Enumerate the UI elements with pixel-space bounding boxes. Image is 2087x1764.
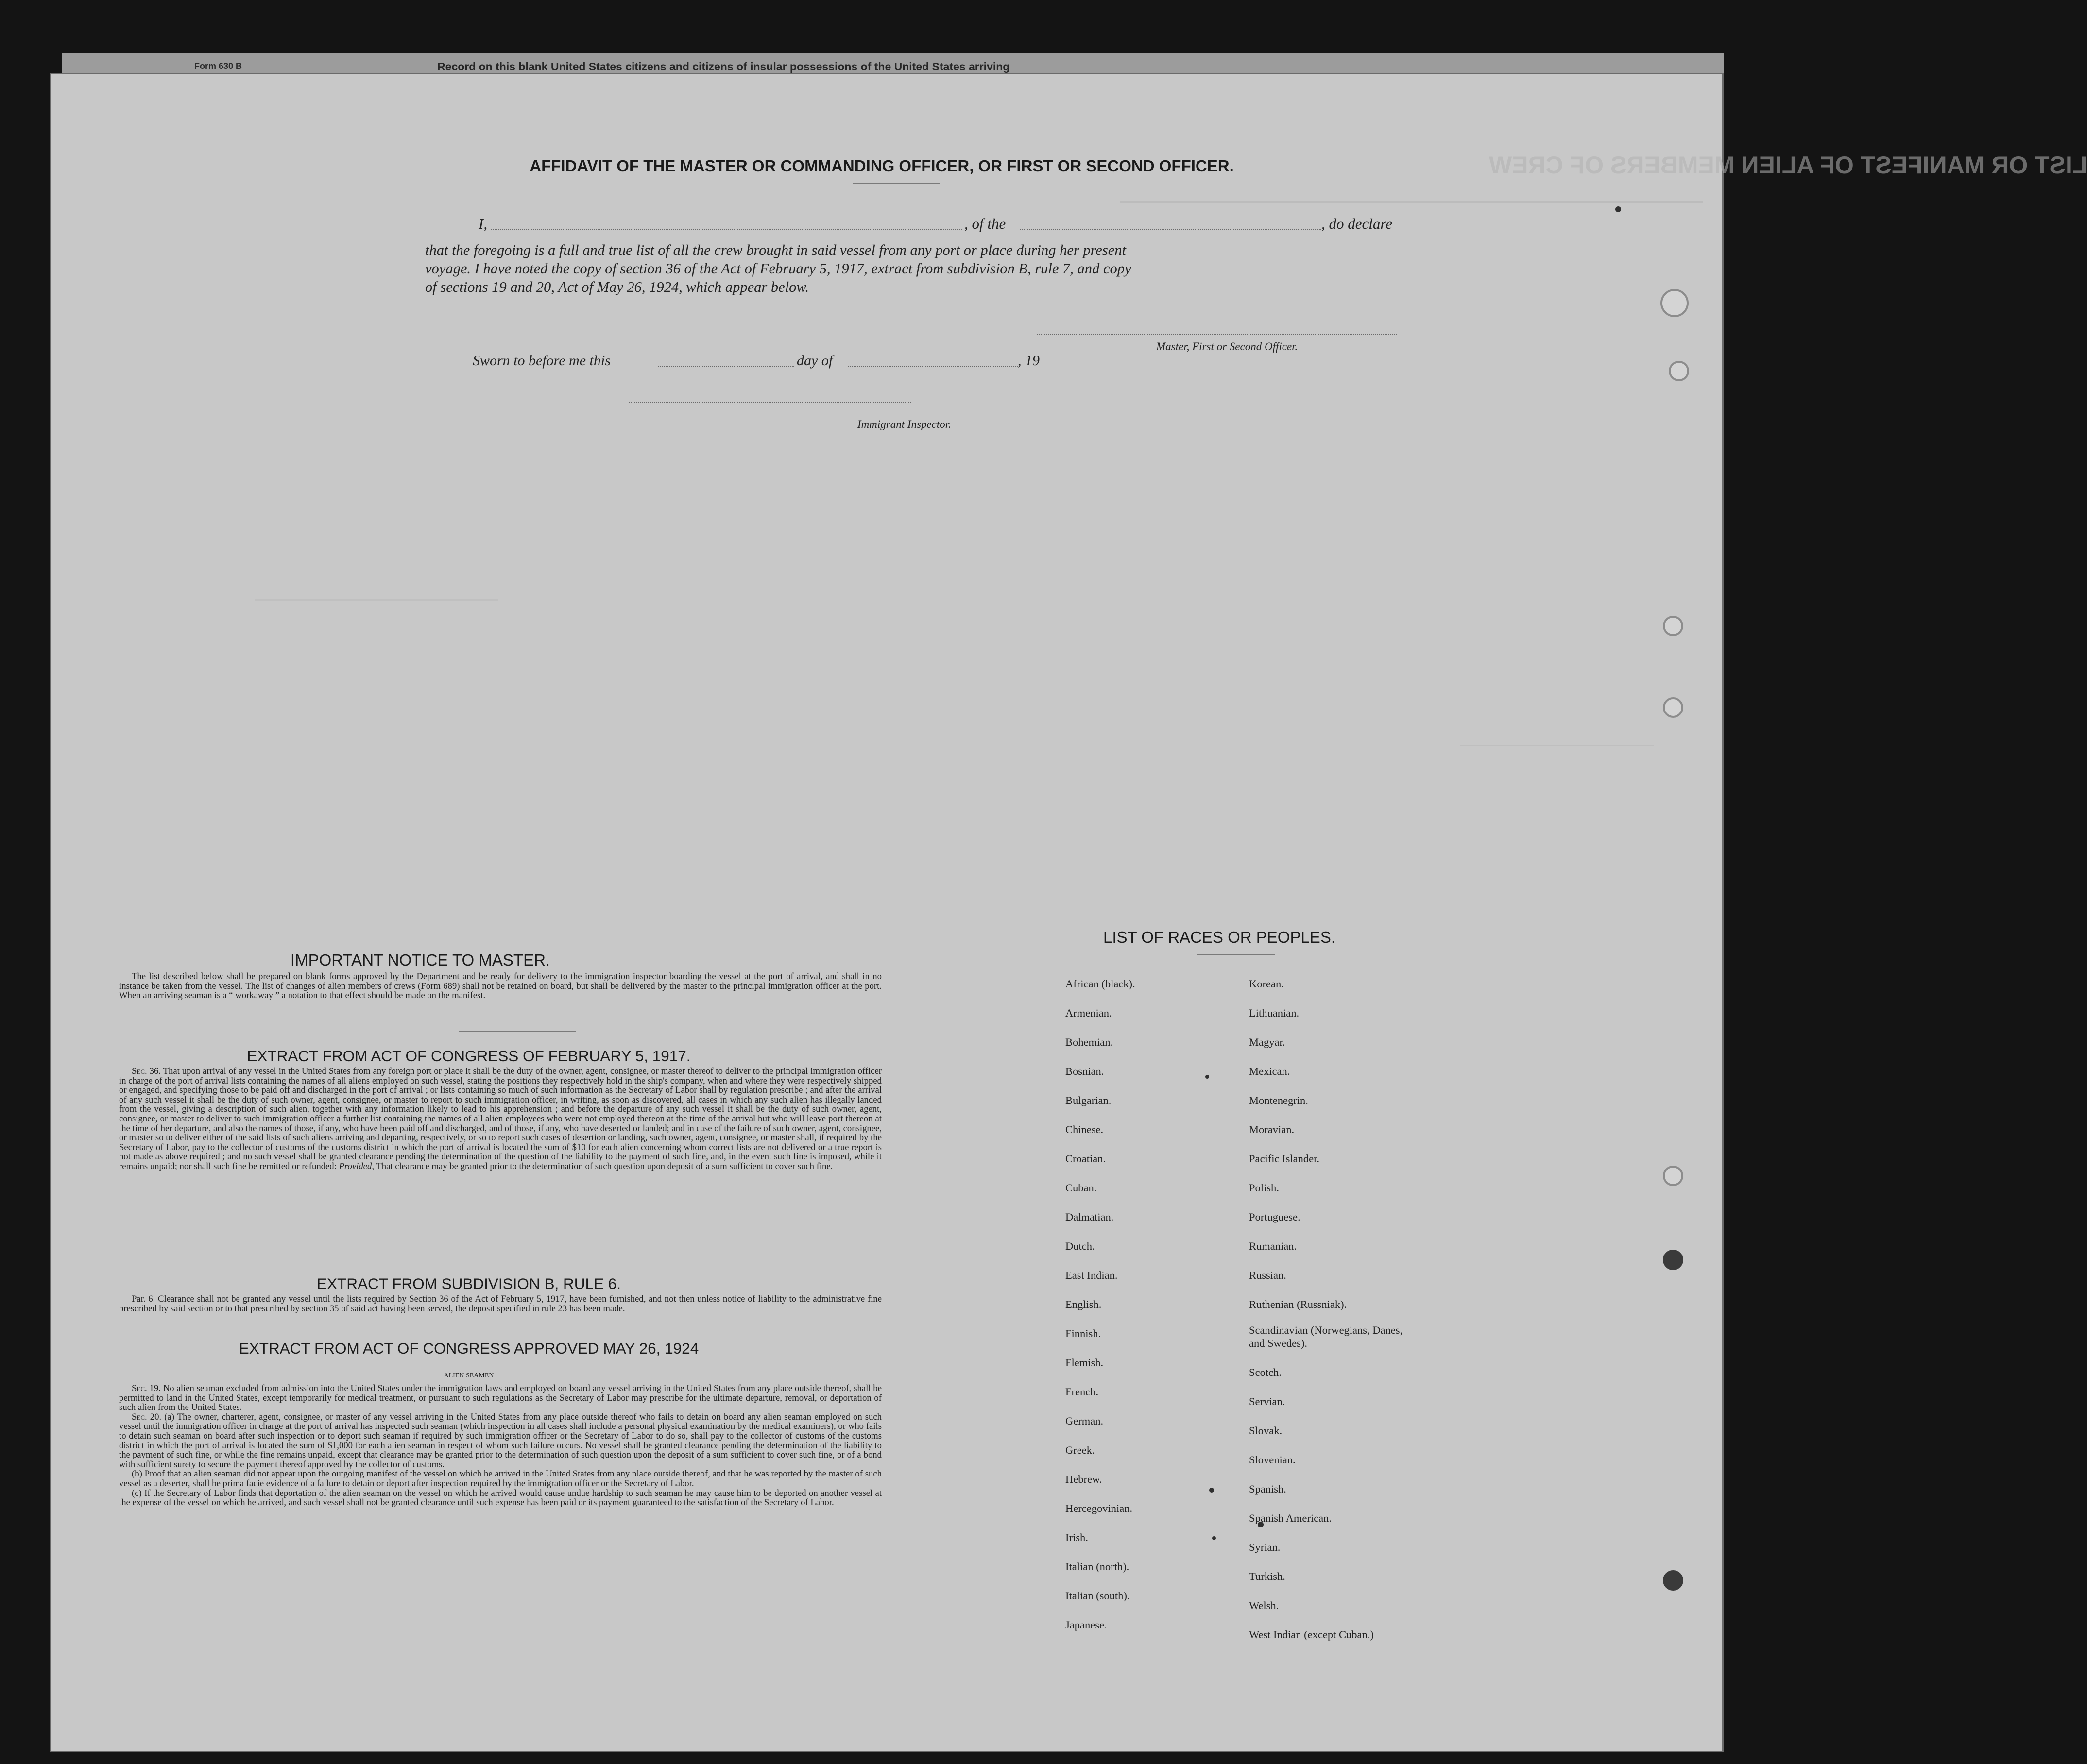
affidavit-title: AFFIDAVIT OF THE MASTER OR COMMANDING OFFICER, OR FIRST OR SECOND OFFICER. [530,157,1234,175]
form-number: Form 630 B [194,61,242,71]
binder-hole [1663,1250,1683,1270]
race-item: Welsh. [1249,1599,1279,1611]
manifest-back-page [50,73,2087,1752]
race-item: Slovenian. [1249,1454,1296,1466]
bleed-through-rule [1460,745,1654,746]
binder-hole [1663,616,1683,636]
race-item: Croatian. [1065,1153,1106,1165]
sec20-label: Sec. 20. [132,1411,162,1422]
race-item: Bohemian. [1065,1036,1113,1048]
extract-1917-text [119,1067,882,1171]
extract-rule-title: EXTRACT FROM SUBDIVISION B, RULE 6. [316,1275,621,1292]
race-item: Polish. [1249,1182,1279,1194]
vessel-name-blank [1020,229,1321,230]
bleed-through-rule [255,599,498,601]
notice-text [119,972,882,1001]
race-item: Spanish. [1249,1483,1286,1495]
race-item: Rumanian. [1249,1240,1297,1252]
section-divider [459,1031,576,1032]
rule6-paragraph: Par. 6. Clearance shall not be granted any vessel until the lists required by Section 36 of the Act of February 5, 1917, have been furnished, and not then unless notice of liability to the administrative fine prescribed by said section or to that prescribed by section 35 of said act having been served, the deposit specified in rule 23 has been made. [119,1294,882,1314]
race-item: Portuguese. [1249,1211,1300,1223]
sworn-year: , 19 [1018,353,1040,369]
race-item: Servian. [1249,1395,1285,1408]
race-item: Ruthenian (Russniak). [1249,1298,1347,1310]
binder-hole [1660,289,1689,317]
race-item: Moravian. [1249,1123,1295,1136]
race-item: Magyar. [1249,1036,1285,1048]
extract-1924-text [119,1384,882,1508]
race-item: Pacific Islander. [1249,1153,1319,1165]
master-signature-label: Master, First or Second Officer. [1156,340,1298,353]
race-item: Spanish American. [1249,1512,1332,1524]
notice-paragraph: The list described below shall be prepared on blank forms approved by the Department and be ready for delivery to the immigration inspector boarding the vessel at the port of arrival, and shall in no instance be taken from the vessel. The list of changes of alien members of crews (Form 689) shall not be retained on board, but shall be delivered by the master to the principal immigration officer at the port. When an arriving seaman is a “ workaway ” a notation to that effect should be made on the manifest. [119,971,882,1001]
affidavit-do-declare: , do declare [1321,215,1393,232]
race-item: Mexican. [1249,1065,1290,1077]
race-item: Japanese. [1065,1619,1107,1631]
binder-hole [1663,1570,1683,1591]
notice-title: IMPORTANT NOTICE TO MASTER. [290,951,550,969]
affidavit-body-line-2: voyage. I have noted the copy of section 36 of the Act of February 5, 1917, extract from subdivision B, rule 7, and copy [425,260,1131,277]
race-item: African (black). [1065,978,1135,990]
race-item: Scotch. [1249,1366,1282,1378]
race-item: Bulgarian. [1065,1094,1112,1106]
race-item: Korean. [1249,978,1284,990]
inspector-signature-blank [629,402,911,403]
affidavit-body-line-1: that the foregoing is a full and true list of all the crew brought in said vessel from any port or place during her present [425,242,1127,258]
race-item: Flemish. [1065,1357,1104,1369]
race-item: Hebrew. [1065,1473,1102,1485]
title-underline [853,183,940,184]
race-item: Montenegrin. [1249,1094,1308,1106]
bleed-through-rule [1120,201,1703,203]
race-item: Turkish. [1249,1570,1285,1582]
sec36-text-end: That clearance may be granted prior to the determination of such question upon deposit of a sum sufficient to cover such fine. [376,1161,833,1171]
race-item: Armenian. [1065,1007,1112,1019]
sec19-label: Sec. 19. [132,1383,161,1393]
provided-word: Provided, [339,1161,374,1171]
extract-rule-text [119,1294,882,1313]
binder-hole [1663,697,1683,718]
races-title-underline [1197,954,1275,955]
master-signature-blank [1037,334,1397,335]
race-item: Cuban. [1065,1182,1097,1194]
race-item: German. [1065,1415,1104,1427]
race-item: East Indian. [1065,1269,1118,1281]
binder-hole [1669,361,1689,381]
sworn-day-blank [658,366,794,367]
affidavit-i: I, [479,215,488,232]
race-item: English. [1065,1298,1102,1310]
sworn-prefix: Sworn to before me this [473,353,611,369]
race-item: Irish. [1065,1531,1088,1544]
race-item: West Indian (except Cuban.) [1249,1628,1374,1641]
race-item: Bosnian. [1065,1065,1104,1077]
race-item: Dalmatian. [1065,1211,1114,1223]
race-item: Italian (north). [1065,1560,1129,1573]
inspector-label: Immigrant Inspector. [857,418,951,430]
sec20c-text: (c) If the Secretary of Labor finds that deportation of the alien seaman on the vessel on which he arrived would cause undue hardship to such seaman he may cause him to be deported on another vessel at the expense of the vessel on which he arrived, and such vessel shall not be granted clearance until such expense has been paid or its payment guaranteed to the satisfaction of the Secretary of Labor. [119,1488,882,1508]
form-header-instruction: Record on this blank United States citizens and citizens of insular possessions of the United States arriving [437,60,1010,73]
sworn-month-blank [848,366,1018,367]
extract-1924-title: EXTRACT FROM ACT OF CONGRESS APPROVED MAY 26, 1924 [239,1340,699,1357]
race-item: Dutch. [1065,1240,1095,1252]
race-item: Lithuanian. [1249,1007,1300,1019]
sec19-text: No alien seaman excluded from admission into the United States under the immigration laws and employed on board any vessel arriving in the United States from any place outside thereof, shall be permitted to land in the United States, except temporarily for medical treatment, or pursuant to such regulations as the Secretary of Labor may prescribe for the ultimate departure, removal, or deportation of such alien from the United States. [119,1383,882,1413]
sec36-label: Sec. 36. [132,1066,161,1076]
sec20a-text: (a) The owner, charterer, agent, consignee, or master of any vessel arriving in the United States from any place outside thereof who fails to detain on board any alien seaman employed on such vessel until the immigration officer in charge at the port of arrival has inspected such seaman (which inspection in all cases shall include a personal physical examination by the medical examiners), or who fails to detain such seaman on board after such inspection or to deport such seaman if required by such immigration officer or the Secretary of Labor to do so, shall pay to the collector of customs of the customs district in which the port of arrival is located the sum of $1,000 for each alien seaman in respect of whom such failure occurs. No vessel shall be granted clearance pending the determination of the liability to the payment of such fine, or while the fine remains unpaid, except that clearance may be granted prior to the determination of such question upon the deposit of a sum sufficient to cover such fine, or of a bond with sufficient surety to secure the payment thereof approved by the collector of customs. [119,1411,882,1470]
ink-speck [1209,1488,1214,1493]
sec20b-text: (b) Proof that an alien seaman did not appear upon the outgoing manifest of the vessel on which he arrived in the United States from any place outside thereof, and that he was reported by the master of such vessel as a deserter, shall be prima facie evidence of a failure to detain or deport after inspection required by the immigration officer or the Secretary of Labor. [119,1469,882,1489]
bleed-through-title: LIST OR MANIFEST OF ALIEN MEMBERS OF CREW [1489,152,2087,179]
sec36-text: That upon arrival of any vessel in the United States from any foreign port or place it shall be the duty of the owner, agent, consignee, or master thereof to deliver to the principal immigration officer in charge of the port of arrival lists containing the names of all aliens employed on such vessel, stating the positions they respectively hold in the ship's company, when and where they were respectively shipped or engaged, and specifying those to be paid off and discharged in the port of arrival ; or lists containing so much of such information as the Secretary of Labor shall by regulation prescribe ; and after the arrival of any such vessel it shall be the duty of such owner, agent, consignee, or master to report to such immigration officer, in writing, as soon as discovered, all cases in which any such alien has illegally landed from the vessel, giving a description of such alien, together with any information likely to lead to his apprehension ; and before the departure of any such vessel it shall be the duty of such owner, agent, consignee, or master to deliver to such immigration officer a further list containing the names of all alien employees who were not employed thereon at the time of the arrival but who will leave port thereon at the time of her departure, and also the names of those, if any, who have been paid off and discharged, and of those, if any, who have deserted or landed; and in case of the failure of such owner, agent, consignee, or master so to deliver either of the said lists of such aliens arriving and departing, respectively, or so to report such cases of desertion or landing, such owner, agent, consignee, or master shall, if required by the Secretary of Labor, pay to the collector of customs of the customs district in which the port of arrival is located the sum of $10 for each alien concerning whom correct lists are not delivered or a true report is not made as above required ; and no such vessel shall be granted clearance pending the determination of the question of the liability to the payment of such fine, and, in the event such fine is imposed, while it remains unpaid; nor shall such fine be remitted or refunded: [119,1066,882,1171]
race-item: Slovak. [1249,1425,1283,1437]
race-item: Finnish. [1065,1327,1101,1340]
ink-speck [1205,1075,1209,1079]
races-title: LIST OF RACES OR PEOPLES. [1103,928,1336,946]
affidavit-body-line-3: of sections 19 and 20, Act of May 26, 1924, which appear below. [425,279,809,295]
race-item: Syrian. [1249,1541,1281,1553]
declarant-name-blank [491,229,962,230]
race-item: Hercegovinian. [1065,1502,1133,1514]
extract-1917-title: EXTRACT FROM ACT OF CONGRESS OF FEBRUARY 5, 1917. [247,1047,691,1065]
race-item: French. [1065,1386,1099,1398]
ink-speck [1212,1536,1216,1540]
binder-hole [1663,1166,1683,1186]
race-item: Italian (south). [1065,1590,1130,1602]
sworn-day-of: day of [797,353,833,369]
race-item: Greek. [1065,1444,1095,1456]
race-item: Russian. [1249,1269,1286,1281]
affidavit-of-the: , of the [964,215,1006,232]
ink-speck [1615,206,1621,212]
alien-seamen-subtitle: ALIEN SEAMEN [444,1372,494,1379]
race-item: Chinese. [1065,1123,1104,1136]
race-item: Scandinavian (Norwegians, Danes, and Swedes). [1249,1324,1403,1349]
